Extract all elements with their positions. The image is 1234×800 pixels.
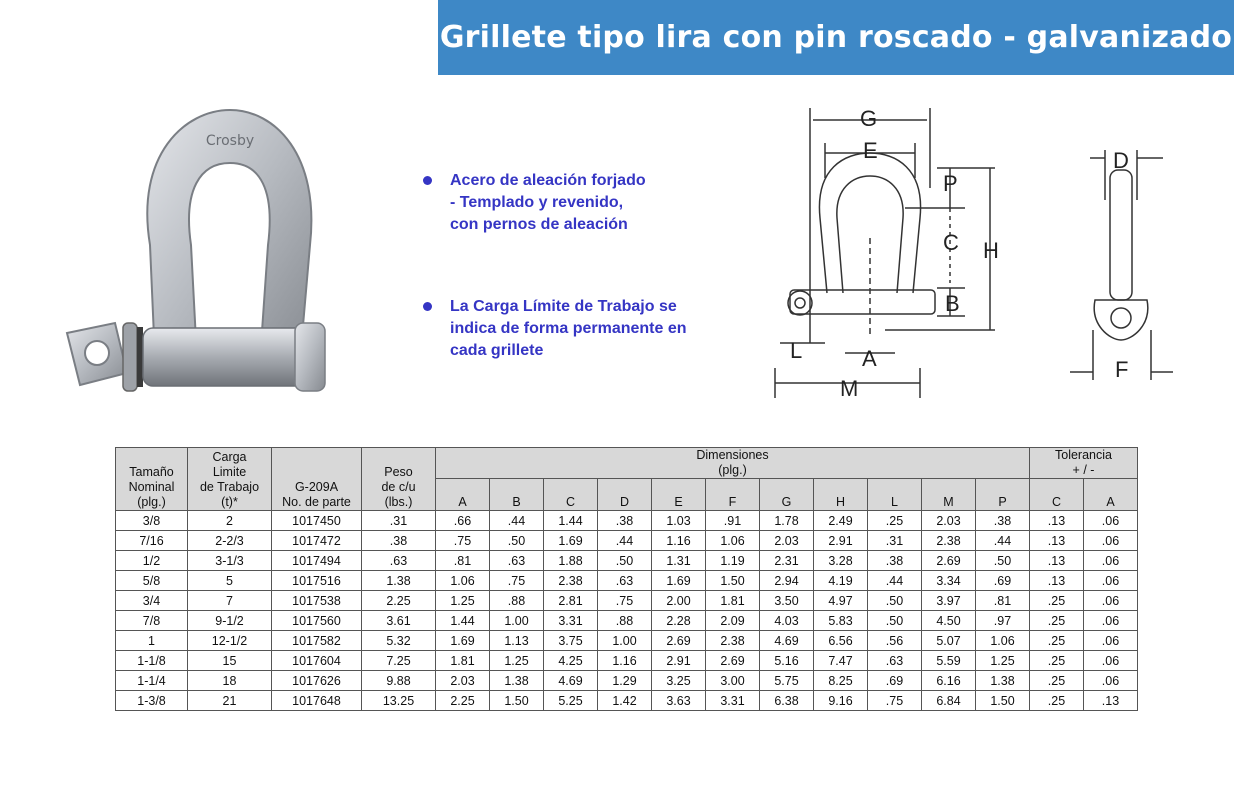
svg-text:Crosby: Crosby bbox=[205, 133, 255, 149]
table-cell: 4.03 bbox=[760, 611, 814, 631]
table-cell: 4.25 bbox=[544, 651, 598, 671]
table-cell: 1017450 bbox=[272, 511, 362, 531]
feature-item bbox=[420, 296, 750, 362]
table-cell: 1017582 bbox=[272, 631, 362, 651]
table-cell: 18 bbox=[188, 671, 272, 691]
table-cell: 2.25 bbox=[436, 691, 490, 711]
table-cell: .88 bbox=[598, 611, 652, 631]
table-cell: .75 bbox=[598, 591, 652, 611]
table-cell: 2 bbox=[188, 511, 272, 531]
table-cell: 5.83 bbox=[814, 611, 868, 631]
table-cell: .44 bbox=[868, 571, 922, 591]
table-cell: .06 bbox=[1084, 651, 1138, 671]
table-cell: 6.16 bbox=[922, 671, 976, 691]
table-cell: 2.03 bbox=[760, 531, 814, 551]
table-cell: 2.25 bbox=[362, 591, 436, 611]
table-cell: .06 bbox=[1084, 671, 1138, 691]
table-cell: 7/16 bbox=[116, 531, 188, 551]
table-cell: .06 bbox=[1084, 511, 1138, 531]
table-cell: 3.28 bbox=[814, 551, 868, 571]
table-cell: 5/8 bbox=[116, 571, 188, 591]
table-cell: 1017626 bbox=[272, 671, 362, 691]
table-cell: 1.38 bbox=[362, 571, 436, 591]
col-header-dim: B bbox=[490, 479, 544, 511]
col-header-dim: P bbox=[976, 479, 1030, 511]
feature-text: cada grillete bbox=[450, 342, 544, 359]
table-row bbox=[116, 571, 1138, 591]
feature-text: La Carga Límite de Trabajo se bbox=[450, 298, 677, 315]
table-cell: 1-1/4 bbox=[116, 671, 188, 691]
table-cell: 1.38 bbox=[490, 671, 544, 691]
svg-text:C: C bbox=[943, 230, 959, 255]
svg-text:P: P bbox=[943, 171, 958, 196]
table-cell: .13 bbox=[1030, 531, 1084, 551]
table-cell: 5.25 bbox=[544, 691, 598, 711]
table-cell: 1.25 bbox=[490, 651, 544, 671]
table-cell: 8.25 bbox=[814, 671, 868, 691]
table-cell: .50 bbox=[868, 611, 922, 631]
table-cell: 3.75 bbox=[544, 631, 598, 651]
table-cell: .50 bbox=[598, 551, 652, 571]
table-cell: 3.31 bbox=[544, 611, 598, 631]
table-cell: .44 bbox=[598, 531, 652, 551]
feature-item bbox=[420, 170, 750, 236]
table-cell: 1.25 bbox=[976, 651, 1030, 671]
table-cell: 2.00 bbox=[652, 591, 706, 611]
table-cell: 1-3/8 bbox=[116, 691, 188, 711]
table-cell: 2.69 bbox=[922, 551, 976, 571]
table-cell: 1.44 bbox=[436, 611, 490, 631]
table-cell: 1-1/8 bbox=[116, 651, 188, 671]
table-cell: .06 bbox=[1084, 611, 1138, 631]
table-cell: 15 bbox=[188, 651, 272, 671]
table-cell: 5.75 bbox=[760, 671, 814, 691]
col-header-load: Carga Limite de Trabajo (t)* bbox=[188, 448, 272, 511]
table-row bbox=[116, 511, 1138, 531]
table-cell: 7 bbox=[188, 591, 272, 611]
table-cell: 1.88 bbox=[544, 551, 598, 571]
table-cell: 2.31 bbox=[760, 551, 814, 571]
table-cell: .13 bbox=[1030, 511, 1084, 531]
col-header-dim: D bbox=[598, 479, 652, 511]
table-cell: 2-2/3 bbox=[188, 531, 272, 551]
table-cell: 3.31 bbox=[706, 691, 760, 711]
table-cell: 1.44 bbox=[544, 511, 598, 531]
specifications-table bbox=[115, 447, 1138, 711]
svg-text:F: F bbox=[1115, 357, 1129, 382]
table-cell: 1017472 bbox=[272, 531, 362, 551]
table-cell: 1.25 bbox=[436, 591, 490, 611]
col-header-part: G-209A No. de parte bbox=[272, 448, 362, 511]
table-cell: 3.50 bbox=[760, 591, 814, 611]
table-cell: .06 bbox=[1084, 551, 1138, 571]
table-cell: .69 bbox=[868, 671, 922, 691]
table-cell: 3/8 bbox=[116, 511, 188, 531]
table-cell: .25 bbox=[1030, 631, 1084, 651]
table-cell: 1.78 bbox=[760, 511, 814, 531]
table-cell: 1/2 bbox=[116, 551, 188, 571]
col-header-dim: C bbox=[544, 479, 598, 511]
table-cell: 4.19 bbox=[814, 571, 868, 591]
table-cell: 6.56 bbox=[814, 631, 868, 651]
table-cell: 3.00 bbox=[706, 671, 760, 691]
table-cell: 9.16 bbox=[814, 691, 868, 711]
table-cell: .50 bbox=[490, 531, 544, 551]
table-cell: 1.31 bbox=[652, 551, 706, 571]
table-cell: .81 bbox=[976, 591, 1030, 611]
table-cell: 4.69 bbox=[544, 671, 598, 691]
table-cell: 2.38 bbox=[544, 571, 598, 591]
table-cell: .97 bbox=[976, 611, 1030, 631]
svg-text:L: L bbox=[790, 338, 803, 363]
table-row bbox=[116, 591, 1138, 611]
table-cell: 7.25 bbox=[362, 651, 436, 671]
col-header-size: Tamaño Nominal (plg.) bbox=[116, 448, 188, 511]
table-cell: 5.07 bbox=[922, 631, 976, 651]
table-cell: .06 bbox=[1084, 591, 1138, 611]
table-cell: 1.69 bbox=[436, 631, 490, 651]
table-cell: 1017560 bbox=[272, 611, 362, 631]
table-cell: .38 bbox=[868, 551, 922, 571]
table-cell: .91 bbox=[706, 511, 760, 531]
col-header-weight: Peso de c/u (lbs.) bbox=[362, 448, 436, 511]
table-cell: 5 bbox=[188, 571, 272, 591]
feature-list bbox=[420, 170, 750, 422]
table-cell: .75 bbox=[436, 531, 490, 551]
table-cell: .25 bbox=[1030, 591, 1084, 611]
table-cell: 1.03 bbox=[652, 511, 706, 531]
table-cell: 9.88 bbox=[362, 671, 436, 691]
table-cell: 1.50 bbox=[976, 691, 1030, 711]
svg-text:B: B bbox=[945, 291, 960, 316]
table-cell: .44 bbox=[976, 531, 1030, 551]
table-cell: 1.29 bbox=[598, 671, 652, 691]
svg-text:D: D bbox=[1113, 148, 1129, 173]
table-cell: .25 bbox=[868, 511, 922, 531]
table-cell: .13 bbox=[1030, 571, 1084, 591]
table-row bbox=[116, 531, 1138, 551]
table-cell: .25 bbox=[1030, 691, 1084, 711]
table-cell: 5.16 bbox=[760, 651, 814, 671]
table-cell: .88 bbox=[490, 591, 544, 611]
col-header-dim: F bbox=[706, 479, 760, 511]
col-header-dim: L bbox=[868, 479, 922, 511]
table-cell: 2.38 bbox=[922, 531, 976, 551]
table-cell: .31 bbox=[868, 531, 922, 551]
table-cell: 4.50 bbox=[922, 611, 976, 631]
svg-text:A: A bbox=[862, 346, 877, 371]
table-cell: 1.38 bbox=[976, 671, 1030, 691]
table-cell: .75 bbox=[490, 571, 544, 591]
table-row bbox=[116, 551, 1138, 571]
feature-text: con pernos de aleación bbox=[450, 216, 628, 233]
table-cell: .63 bbox=[362, 551, 436, 571]
table-cell: 6.38 bbox=[760, 691, 814, 711]
table-cell: 1.42 bbox=[598, 691, 652, 711]
svg-text:E: E bbox=[863, 138, 878, 163]
table-cell: 13.25 bbox=[362, 691, 436, 711]
table-cell: 1 bbox=[116, 631, 188, 651]
table-cell: .75 bbox=[868, 691, 922, 711]
table-cell: 21 bbox=[188, 691, 272, 711]
table-cell: .63 bbox=[598, 571, 652, 591]
table-cell: 7.47 bbox=[814, 651, 868, 671]
table-cell: 1.19 bbox=[706, 551, 760, 571]
table-cell: 1.69 bbox=[652, 571, 706, 591]
table-cell: .06 bbox=[1084, 531, 1138, 551]
table-cell: 3.25 bbox=[652, 671, 706, 691]
table-cell: 1.06 bbox=[706, 531, 760, 551]
table-cell: 3/4 bbox=[116, 591, 188, 611]
table-cell: 1.00 bbox=[598, 631, 652, 651]
table-cell: 2.28 bbox=[652, 611, 706, 631]
table-cell: .38 bbox=[362, 531, 436, 551]
table-cell: .25 bbox=[1030, 651, 1084, 671]
col-header-dim: A bbox=[436, 479, 490, 511]
table-cell: 2.81 bbox=[544, 591, 598, 611]
col-header-dimensions: Dimensiones (plg.) bbox=[436, 448, 1030, 479]
table-cell: 2.03 bbox=[436, 671, 490, 691]
table-cell: .13 bbox=[1030, 551, 1084, 571]
table-row bbox=[116, 631, 1138, 651]
table-cell: .69 bbox=[976, 571, 1030, 591]
bullet-icon bbox=[423, 176, 432, 185]
table-cell: .66 bbox=[436, 511, 490, 531]
bullet-icon bbox=[423, 302, 432, 311]
col-header-dim: E bbox=[652, 479, 706, 511]
table-cell: 2.09 bbox=[706, 611, 760, 631]
feature-text: - Templado y revenido, bbox=[450, 194, 624, 211]
svg-text:G: G bbox=[860, 106, 878, 131]
table-cell: 7/8 bbox=[116, 611, 188, 631]
table-cell: 3.97 bbox=[922, 591, 976, 611]
table-cell: 2.94 bbox=[760, 571, 814, 591]
table-row bbox=[116, 651, 1138, 671]
col-header-tol: A bbox=[1084, 479, 1138, 511]
table-cell: 2.03 bbox=[922, 511, 976, 531]
table-row bbox=[116, 691, 1138, 711]
table-cell: .81 bbox=[436, 551, 490, 571]
table-cell: .06 bbox=[1084, 571, 1138, 591]
table-cell: 1017516 bbox=[272, 571, 362, 591]
table-cell: 2.91 bbox=[652, 651, 706, 671]
table-cell: 1.13 bbox=[490, 631, 544, 651]
col-header-dim: M bbox=[922, 479, 976, 511]
table-cell: 1.16 bbox=[652, 531, 706, 551]
table-cell: .50 bbox=[976, 551, 1030, 571]
table-cell: .31 bbox=[362, 511, 436, 531]
table-cell: 6.84 bbox=[922, 691, 976, 711]
table-cell: 4.69 bbox=[760, 631, 814, 651]
table-cell: 1017538 bbox=[272, 591, 362, 611]
table-row bbox=[116, 671, 1138, 691]
table-cell: 2.49 bbox=[814, 511, 868, 531]
table-cell: 5.59 bbox=[922, 651, 976, 671]
feature-text: indica de forma permanente en bbox=[450, 320, 687, 337]
col-header-tol: C bbox=[1030, 479, 1084, 511]
col-header-dim: H bbox=[814, 479, 868, 511]
table-cell: 2.69 bbox=[706, 651, 760, 671]
svg-text:M: M bbox=[840, 376, 859, 401]
feature-text: Acero de aleación forjado bbox=[450, 172, 646, 189]
table-cell: 1.81 bbox=[436, 651, 490, 671]
table-cell: 2.91 bbox=[814, 531, 868, 551]
table-cell: 2.69 bbox=[652, 631, 706, 651]
table-cell: .56 bbox=[868, 631, 922, 651]
side-dimension-diagram bbox=[1065, 140, 1175, 385]
col-header-dim: G bbox=[760, 479, 814, 511]
table-cell: 1.16 bbox=[598, 651, 652, 671]
table-cell: .38 bbox=[598, 511, 652, 531]
table-cell: 12-1/2 bbox=[188, 631, 272, 651]
table-cell: 3-1/3 bbox=[188, 551, 272, 571]
table-cell: 9-1/2 bbox=[188, 611, 272, 631]
table-cell: 1017648 bbox=[272, 691, 362, 711]
table-cell: .13 bbox=[1084, 691, 1138, 711]
table-cell: 3.61 bbox=[362, 611, 436, 631]
table-cell: 1017604 bbox=[272, 651, 362, 671]
table-cell: 5.32 bbox=[362, 631, 436, 651]
table-cell: 1.00 bbox=[490, 611, 544, 631]
table-cell: .63 bbox=[868, 651, 922, 671]
page-title: Grillete tipo lira con pin roscado - galvanizado bbox=[438, 0, 1234, 75]
shackle-photo bbox=[55, 95, 345, 425]
table-cell: 3.63 bbox=[652, 691, 706, 711]
table-cell: .38 bbox=[976, 511, 1030, 531]
table-row bbox=[116, 611, 1138, 631]
front-dimension-diagram bbox=[765, 98, 1015, 403]
svg-text:H: H bbox=[983, 238, 999, 263]
table-cell: .25 bbox=[1030, 611, 1084, 631]
table-cell: 1.06 bbox=[436, 571, 490, 591]
table-cell: 3.34 bbox=[922, 571, 976, 591]
table-cell: .06 bbox=[1084, 631, 1138, 651]
table-cell: .63 bbox=[490, 551, 544, 571]
table-cell: 1.69 bbox=[544, 531, 598, 551]
table-cell: .25 bbox=[1030, 671, 1084, 691]
table-cell: .44 bbox=[490, 511, 544, 531]
table-cell: .50 bbox=[868, 591, 922, 611]
table-cell: 1.06 bbox=[976, 631, 1030, 651]
table-cell: 2.38 bbox=[706, 631, 760, 651]
table-cell: 1017494 bbox=[272, 551, 362, 571]
table-cell: 1.50 bbox=[706, 571, 760, 591]
table-cell: 1.50 bbox=[490, 691, 544, 711]
table-cell: 1.81 bbox=[706, 591, 760, 611]
col-header-tolerance: Tolerancia + / - bbox=[1030, 448, 1138, 479]
table-cell: 4.97 bbox=[814, 591, 868, 611]
